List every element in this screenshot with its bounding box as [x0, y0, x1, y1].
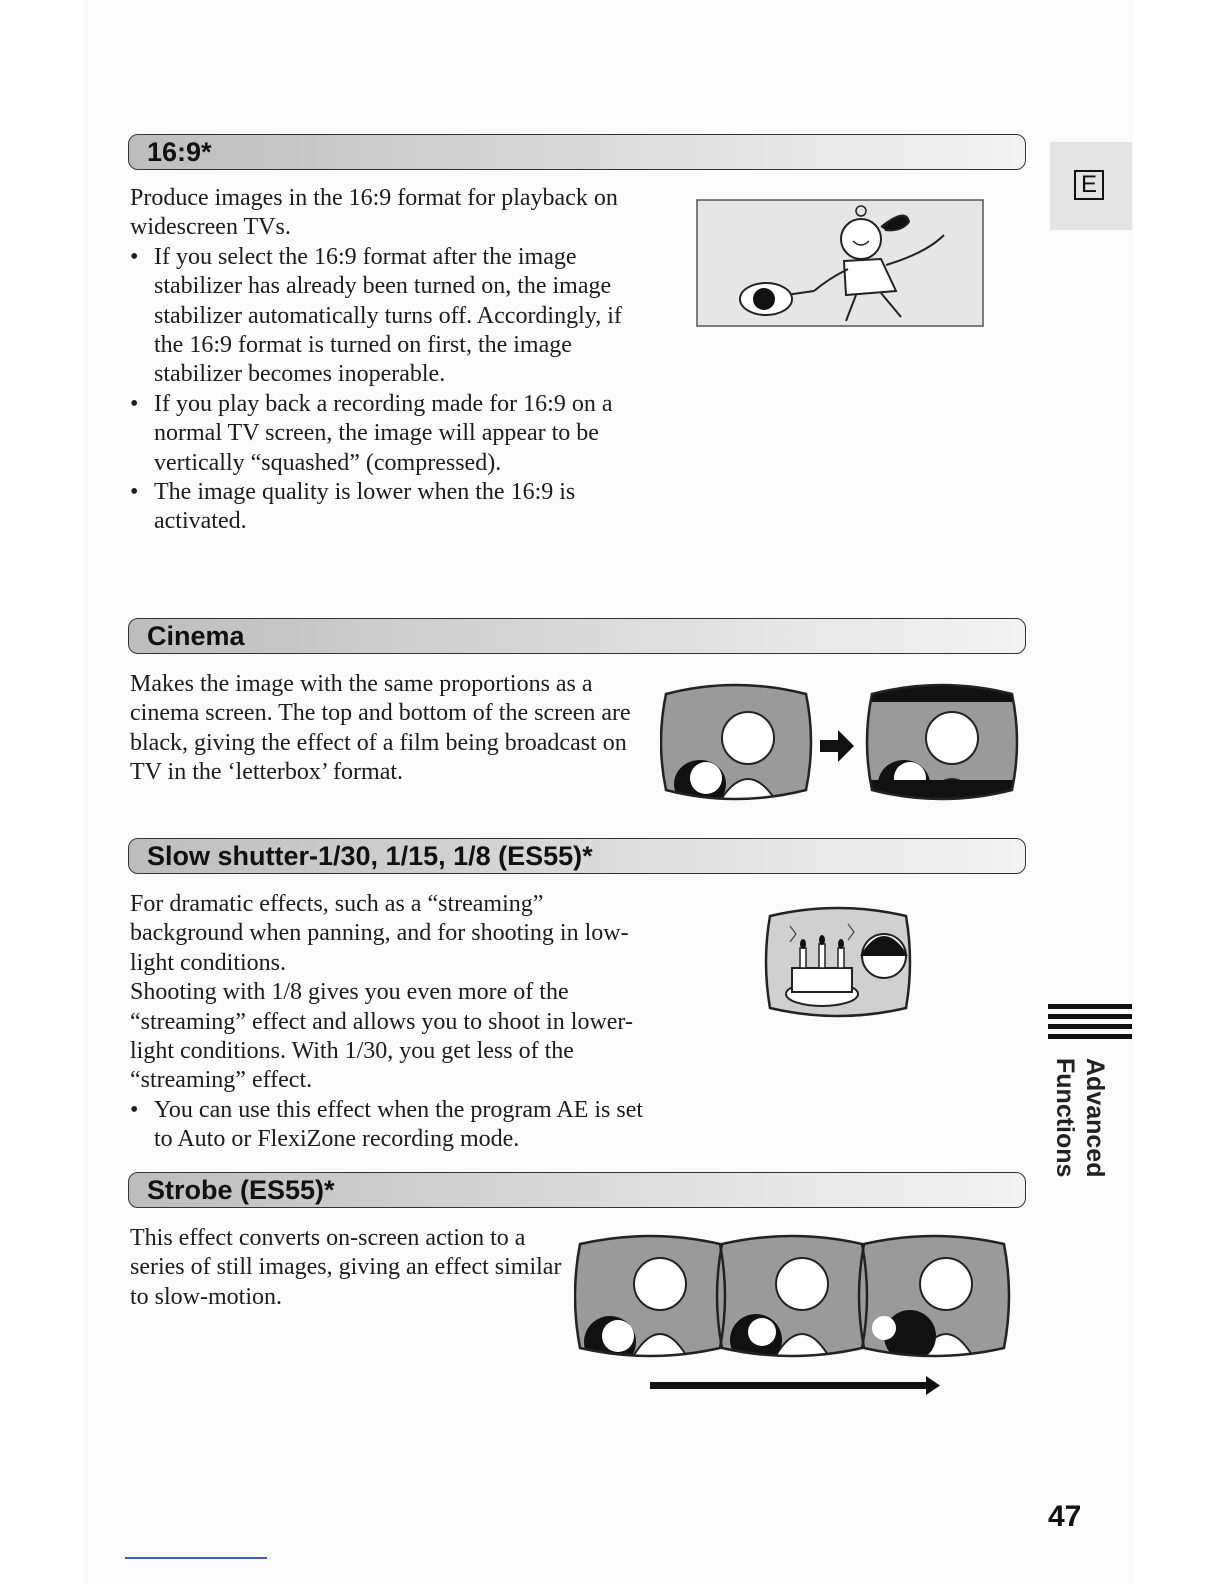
section-heading-text: 16:9* — [147, 137, 212, 167]
section-body-strobe — [130, 1224, 566, 1312]
body-text: Shooting with 1/8 gives you even more of the “streaming” effect and allows you to shoot in lower-light conditions. With 1/30, you get less of the “streaming” effect. — [130, 979, 633, 1094]
section-body-cinema — [130, 670, 640, 788]
footer-rule — [125, 1557, 267, 1559]
cinema-before-after-illustration — [660, 680, 1020, 804]
birthday-cake-illustration — [762, 904, 914, 1024]
bullet-item: • You can use this effect when the program AE is set to Auto or FlexiZone recording mode. — [130, 1096, 650, 1155]
body-text: Makes the image with the same proportions as a cinema screen. The top and bottom of the screen are black, giving the effect of a film being broadcast on TV in the ‘letterbox’ format. — [130, 671, 631, 786]
page-number: 47 — [1048, 1500, 1082, 1533]
language-tab-letter: E — [1074, 170, 1104, 200]
intro-text: Produce images in the 16:9 format for playback on widescreen TVs. — [130, 185, 618, 241]
tennis-girl-illustration — [696, 199, 984, 327]
chapter-side-title — [1050, 1058, 1110, 1178]
chapter-marker-bars — [1048, 1004, 1132, 1044]
section-heading-strobe — [128, 1172, 1026, 1208]
section-heading-cinema — [128, 618, 1026, 654]
body-text: This effect converts on-screen action to a series of still images, giving an effect similar to slow-motion. — [130, 1225, 562, 1310]
chapter-title-line2: Functions — [1051, 1058, 1079, 1178]
bullet-item: • If you select the 16:9 format after the image stabilizer has already been turned on, the image stabilizer automatically turns off. Accordingly, if the 16:9 format is turned on first, the image stabilizer becomes inoperable. — [130, 243, 650, 390]
bullet-item: • The image quality is lower when the 16:9 is activated. — [130, 478, 650, 537]
section-heading-16-9 — [128, 134, 1026, 170]
section-body-slow-shutter — [130, 890, 650, 1155]
section-body-16-9 — [130, 184, 650, 537]
chapter-title-line1: Advanced — [1081, 1058, 1109, 1178]
section-heading-slow-shutter — [128, 838, 1026, 874]
section-heading-text: Strobe (ES55)* — [147, 1175, 335, 1205]
section-heading-text: Slow shutter-1/30, 1/15, 1/8 (ES55)* — [147, 841, 593, 871]
strobe-sequence-illustration — [574, 1232, 1020, 1402]
section-heading-text: Cinema — [147, 621, 245, 651]
bullet-item: • If you play back a recording made for 16:9 on a normal TV screen, the image will appear to be vertically “squashed” (compressed). — [130, 390, 650, 478]
language-tab — [1050, 142, 1132, 230]
body-text: For dramatic effects, such as a “streaming” background when panning, and for shooting in low-light conditions. — [130, 891, 629, 976]
